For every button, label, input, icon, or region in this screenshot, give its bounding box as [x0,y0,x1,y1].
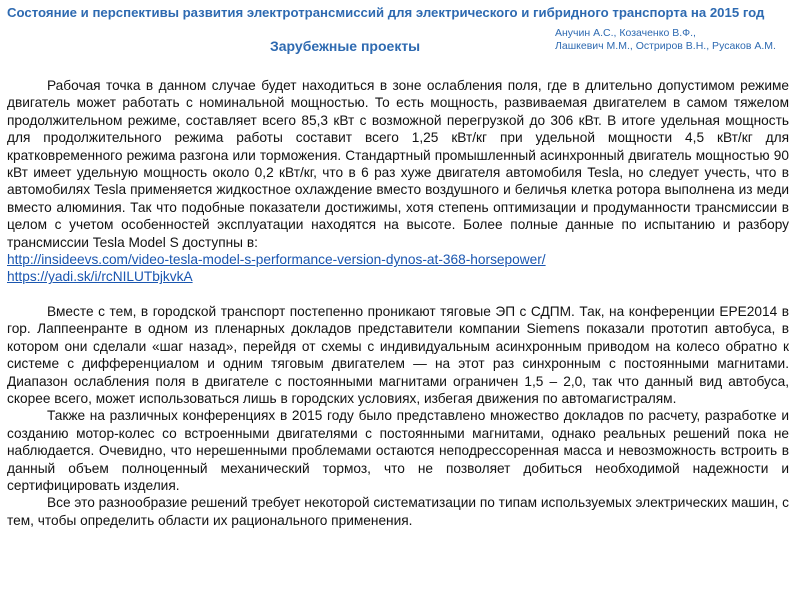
paragraph-4: Все это разнообразие решений требует некоторой систематизации по типам используемых электрических машин, с тем, чтобы определить области их рационального применения. [7,495,789,528]
paragraph-3: Также на различных конференциях в 2015 году было представлено множество докладов по расчету, разработке и созданию мотор-колес со встроенными двигателями с постоянными магнитами, однако реальных решений пока не наблюдается. Очевидно, что нерешенными проблемами остаются неподрессоренная масса и невозможность встроить в данный объем полноценный механический тормоз, что не позволяет добиться необходимой надежности и сертифицировать изделия. [7,408,789,493]
authors-line-2: Лашкевич М.М., Остриров В.Н., Русаков А.М. [555,40,776,52]
paragraph-2: Вместе с тем, в городской транспорт постепенно проникают тяговые ЭП с СДПМ. Так, на конференции EPE2014 в гор. Лаппеенранте в одном из пленарных докладов представители компании Siemens показали прототип автобуса, в котором они сделали «шаг назад», перейдя от схемы с индивидуальным асинхронным приводом на колесо обратно к системе с дифференциалом и одним тяговым двигателем — на этот раз синхронным с постоянными магнитами. Диапазон ослабления поля в двигателе с постоянными магнитами ограничен 1,5 – 2,0, так что данный вид автобуса, скорее всего, может использоваться лишь в городских условиях, избегая движения по автомагистралям. [7,303,789,406]
link-yadisk[interactable]: https://yadi.sk/i/rcNILUTbjkvkA [7,269,193,285]
paragraph-1: Рабочая точка в данном случае будет находиться в зоне ослабления поля, где в длительно допустимом режиме двигатель может работать с номинальной мощностью. То есть мощность, развиваемая двигателем в самом тяжелом продолжительном режиме, составляет всего 85,3 кВт с возможной перегрузкой до 306 кВт. В итоге удельная мощность для продолжительного режима работы составит всего 1,25 кВт/кг при удельной мощности 4,5 кВт/кг для кратковременного режима разгона или торможения. Стандартный промышленный асинхронный двигатель мощностью 90 кВт имеет удельную мощность около 0,2 кВт/кг, что в 6 раз хуже двигателя автомобиля Tesla, но следует учесть, что в автомобилях Tesla применяется жидкостное охлаждение вместо воздушного и беличья клетка ротора выполнена из меди вместо алюминия. Так что подобные показатели достижимы, хотя степень оптимизации и продуманности трансмиссии в целом с учетом особенностей эксплуатации находятся на высоте. Более полные данные по испытанию и разбору трансмиссии Tesla Model S доступны в: [7,78,789,250]
authors-block [555,27,776,53]
link-insideevs[interactable]: http://insideevs.com/video-tesla-model-s-performance-version-dynos-at-368-horsepower/ [7,252,546,268]
authors-line-1: Анучин А.С., Козаченко В.Ф., [555,27,696,39]
body-text [7,77,789,529]
section-title: Зарубежные проекты [270,38,421,54]
paragraph-spacer [7,286,789,303]
slide-title: Состояние и перспективы развития электротрансмиссий для электрического и гибридного транспорта на 2015 год [7,5,765,20]
